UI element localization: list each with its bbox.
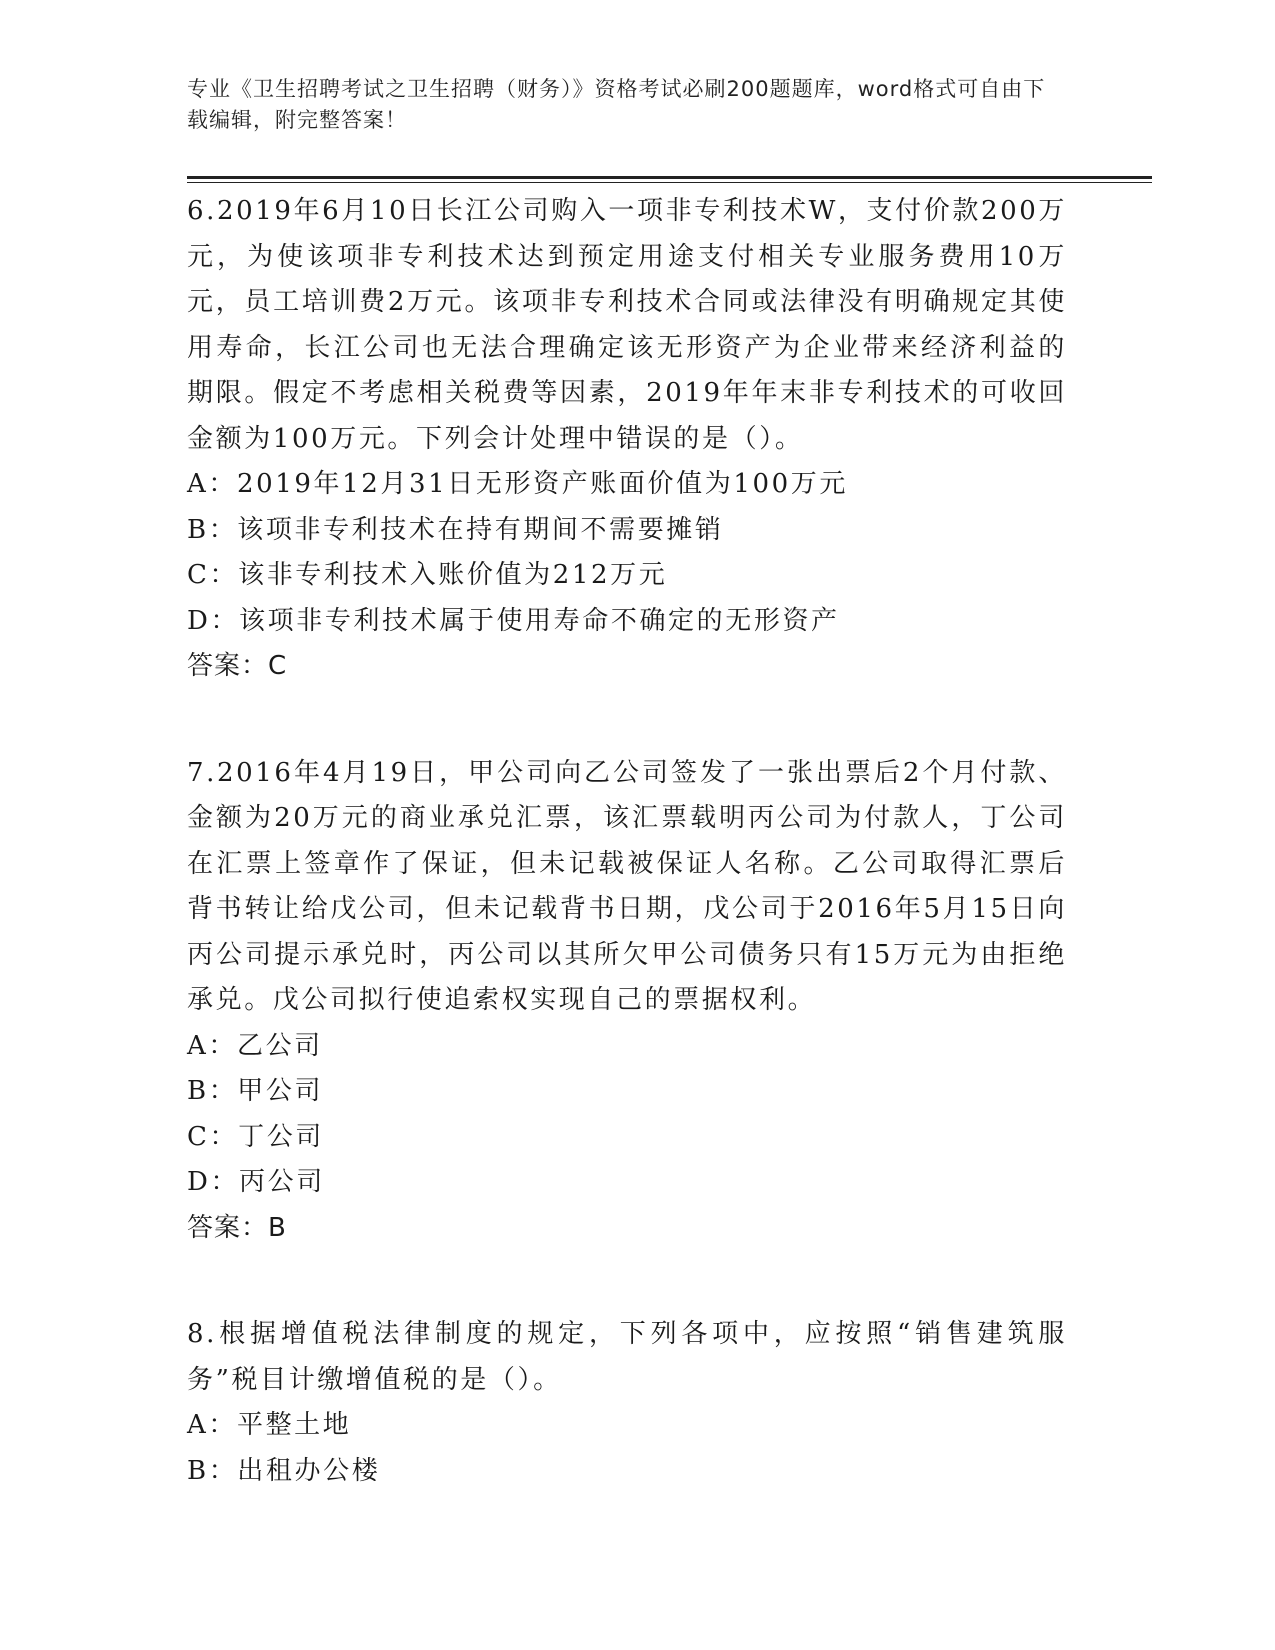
question-7	[187, 751, 1067, 1252]
question-spacer	[187, 690, 1067, 751]
option-c: C：该非专利技术入账价值为212万元	[187, 560, 668, 590]
option-b: B：出租办公楼	[187, 1455, 381, 1486]
option-b: B：该项非专利技术在持有期间不需要摊销	[187, 514, 724, 545]
question-stem: 6.2019年6月10日长江公司购入一项非专利技术W，支付价款200万元，为使该项非专利技术达到预定用途支付相关专业服务费用10万元，员工培训费2万元。该项非专利技术合同或法律没有明确规定其使用寿命，长江公司也无法合理确定该无形资产为企业带来经济利益的期限。假定不考虑相关税费等因素，2019年年末非专利技术的可收回金额为100万元。下列会计处理中错误的是（）。	[187, 196, 1067, 454]
option-b: B：甲公司	[187, 1076, 324, 1106]
question-stem: 7.2016年4月19日，甲公司向乙公司签发了一张出票后2个月付款、金额为20万元的商业承兑汇票，该汇票载明丙公司为付款人，丁公司在汇票上签章作了保证，但未记载被保证人名称。乙公司取得汇票后背书转让给戊公司，但未记载背书日期，戊公司于2016年5月15日向丙公司提示承兑时，丙公司以其所欠甲公司债务只有15万元为由拒绝承兑。戊公司拟行使追索权实现自己的票据权利。	[187, 757, 1067, 1015]
option-d: D：该项非专利技术属于使用寿命不确定的无形资产	[187, 605, 840, 636]
option-a: A：平整土地	[187, 1410, 352, 1440]
option-a: A：2019年12月31日无形资产账面价值为100万元	[187, 469, 848, 499]
question-list	[187, 189, 1067, 1494]
answer-line: 答案：B	[187, 1212, 287, 1243]
answer-line: 答案：C	[187, 651, 288, 681]
question-8	[187, 1312, 1067, 1494]
document-header: 专业《卫生招聘考试之卫生招聘（财务）》资格考试必刷200题题库，word格式可自由下载编辑，附完整答案！	[187, 77, 1046, 132]
question-spacer	[187, 1251, 1067, 1312]
option-a: A：乙公司	[187, 1030, 323, 1061]
option-d: D：丙公司	[187, 1167, 325, 1197]
header-divider-thick	[187, 176, 1152, 179]
question-6	[187, 189, 1067, 690]
question-stem: 8.根据增值税法律制度的规定，下列各项中，应按照“销售建筑服务”税目计缴增值税的是（）。	[187, 1319, 1067, 1395]
option-c: C：丁公司	[187, 1121, 324, 1152]
header-divider-thin	[187, 182, 1152, 183]
